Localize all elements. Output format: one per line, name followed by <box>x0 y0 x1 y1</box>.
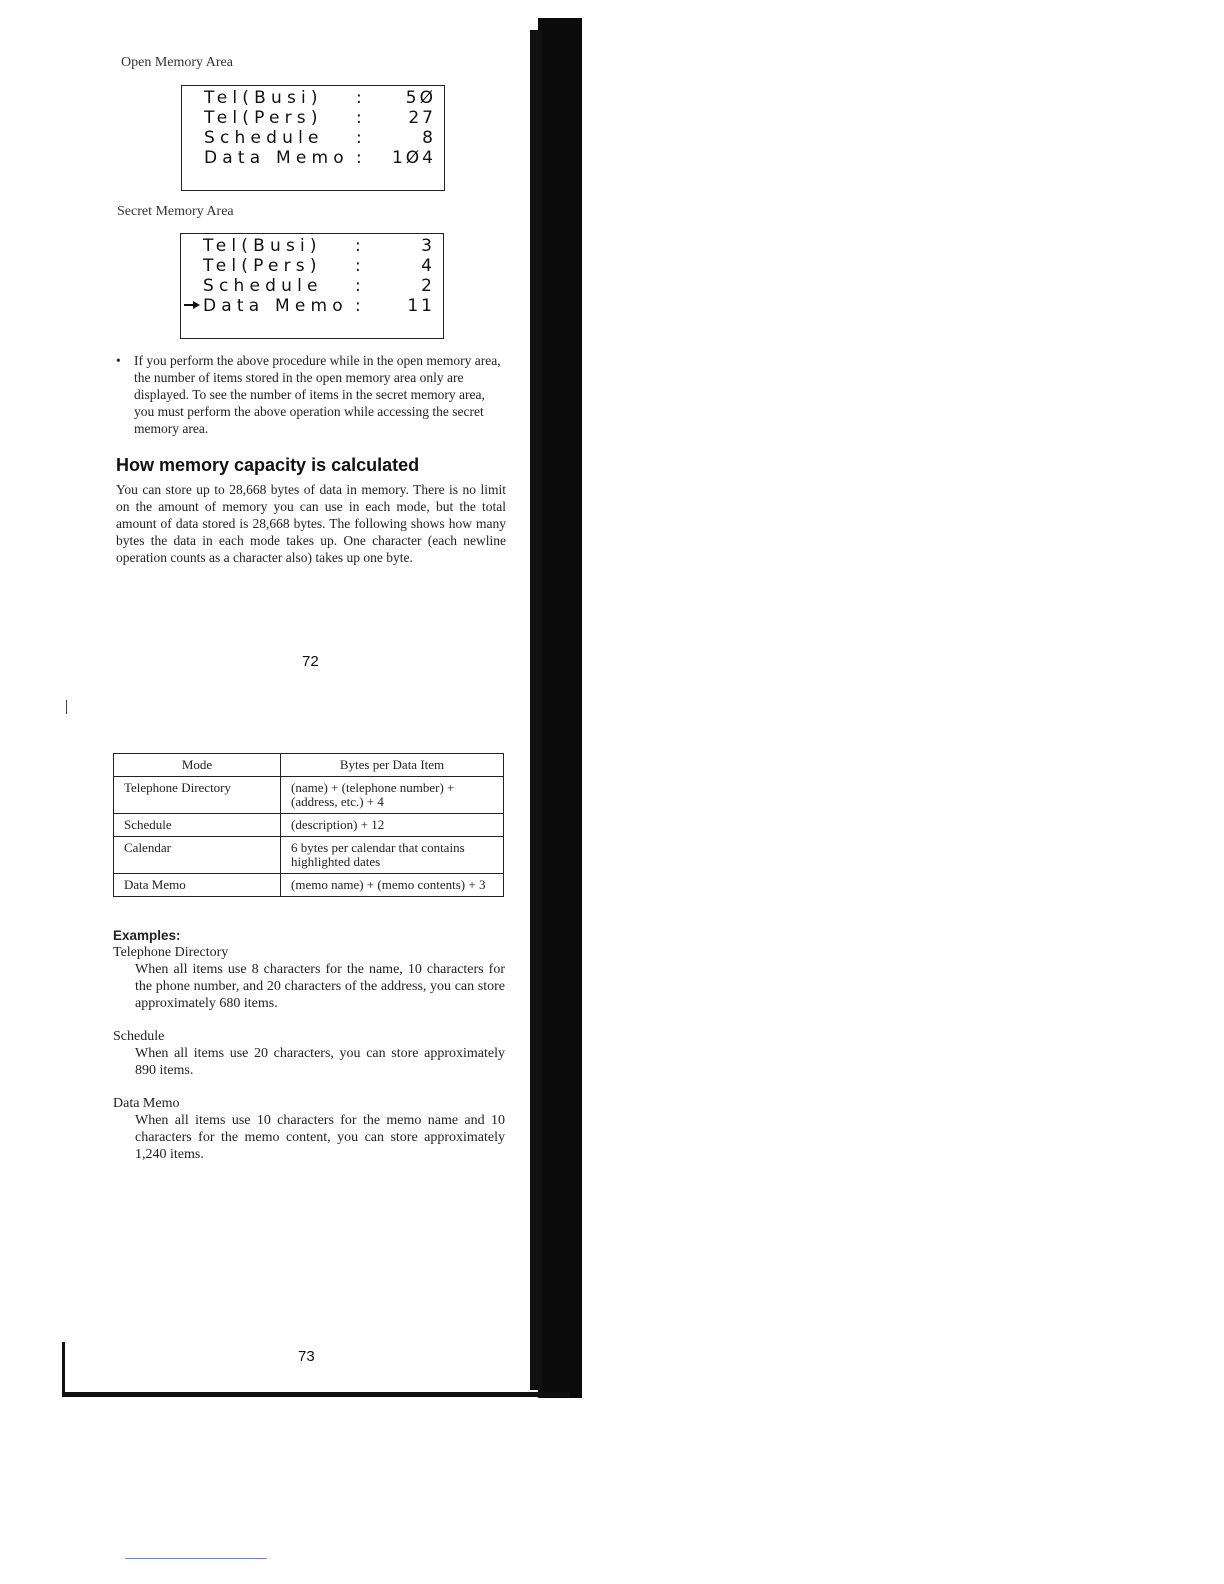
lcd-colon: : <box>355 296 361 316</box>
table-cell: (description) + 12 <box>281 814 504 837</box>
lcd-colon: : <box>355 276 361 296</box>
table-cell: (memo name) + (memo contents) + 3 <box>281 874 504 897</box>
example-heading: Telephone Directory <box>113 945 229 960</box>
table-header-cell: Mode <box>114 754 281 777</box>
lcd-colon: : <box>356 108 362 128</box>
lcd-label: Schedule <box>204 128 324 148</box>
example-body: When all items use 10 characters for the memo name and 10 characters for the memo content, you can store approximately 1,240 items. <box>135 1113 505 1162</box>
lcd-value: 8 <box>422 128 436 148</box>
bullet-text: If you perform the above procedure while in the open memory area, the number of items stored in the open memory area only are displayed. To see the number of items in the secret memory area, you must perform the above operation while accessing the secret memory area. <box>134 353 501 436</box>
lcd-value: 1Ø4 <box>391 148 436 168</box>
example-body: When all items use 20 characters, you can store approximately 890 items. <box>135 1046 505 1078</box>
example-heading: Data Memo <box>113 1096 180 1111</box>
lcd-value: 27 <box>408 108 436 128</box>
lcd-row <box>203 296 435 316</box>
section-heading: How memory capacity is calculated <box>116 455 420 475</box>
lcd-colon: : <box>355 236 361 256</box>
scan-edge-band-inner <box>530 30 542 1390</box>
page-corner-mark <box>62 1342 65 1396</box>
scan-edge-band <box>538 18 582 1398</box>
lcd-label: Schedule <box>203 276 323 296</box>
open-memory-display <box>181 85 445 191</box>
table-row <box>114 837 504 874</box>
table-cell: (name) + (telephone number) + (address, etc.) + 4 <box>281 777 504 814</box>
page-bottom-rule <box>62 1392 570 1397</box>
lcd-label: Tel(Busi) <box>204 88 323 108</box>
lcd-label: Tel(Pers) <box>204 108 323 128</box>
table-row <box>114 874 504 897</box>
lcd-label: Tel(Pers) <box>203 256 322 276</box>
examples-section <box>113 927 505 1163</box>
lcd-row <box>204 128 436 148</box>
lcd-label: Data Memo <box>203 296 348 316</box>
lcd-colon: : <box>356 148 362 168</box>
secret-memory-caption: Secret Memory Area <box>117 204 234 219</box>
table-cell: Calendar <box>114 837 281 874</box>
scan-stray-mark <box>66 700 67 714</box>
lcd-colon: : <box>356 128 362 148</box>
blue-underline <box>125 1558 267 1559</box>
secret-memory-display <box>180 233 444 339</box>
page-number-73: 73 <box>298 1348 315 1365</box>
section-paragraph: You can store up to 28,668 bytes of data in memory. There is no limit on the amount of memory you can use in each mode, but the total amount of data stored is 28,668 bytes. The following shows how many bytes the data in each mode takes up. One character (each newline operation counts as a character also) takes up one byte. <box>116 482 506 565</box>
table-row <box>114 777 504 814</box>
bullet-note <box>116 352 508 437</box>
page-number-72: 72 <box>302 653 319 670</box>
bytes-per-mode-table <box>113 753 504 897</box>
lcd-row <box>204 108 436 128</box>
lcd-label: Data Memo <box>204 148 349 168</box>
bullet-symbol: • <box>116 353 121 368</box>
lcd-row <box>203 256 435 276</box>
lcd-value: 4 <box>421 256 435 276</box>
examples-title: Examples: <box>113 928 181 943</box>
example-heading: Schedule <box>113 1029 165 1044</box>
table-header-row <box>114 754 504 777</box>
lcd-value: 3 <box>421 236 435 256</box>
table-cell: Telephone Directory <box>114 777 281 814</box>
lcd-row <box>203 236 435 256</box>
table-cell: Data Memo <box>114 874 281 897</box>
lcd-colon: : <box>356 88 362 108</box>
lcd-label: Tel(Busi) <box>203 236 322 256</box>
lcd-value: 5Ø <box>405 88 436 108</box>
pointer-arrow-icon <box>183 299 201 314</box>
lcd-value: 11 <box>407 296 435 316</box>
lcd-colon: : <box>355 256 361 276</box>
example-body: When all items use 8 characters for the name, 10 characters for the phone number, and 20 characters of the address, you can store approximately 680 items. <box>135 962 505 1011</box>
lcd-value: 2 <box>421 276 435 296</box>
lcd-row <box>204 88 436 108</box>
table-cell: 6 bytes per calendar that contains highlighted dates <box>281 837 504 874</box>
lcd-row <box>204 148 436 168</box>
table-cell: Schedule <box>114 814 281 837</box>
open-memory-caption: Open Memory Area <box>121 55 233 70</box>
table-row <box>114 814 504 837</box>
lcd-row <box>203 276 435 296</box>
table-header-cell: Bytes per Data Item <box>281 754 504 777</box>
